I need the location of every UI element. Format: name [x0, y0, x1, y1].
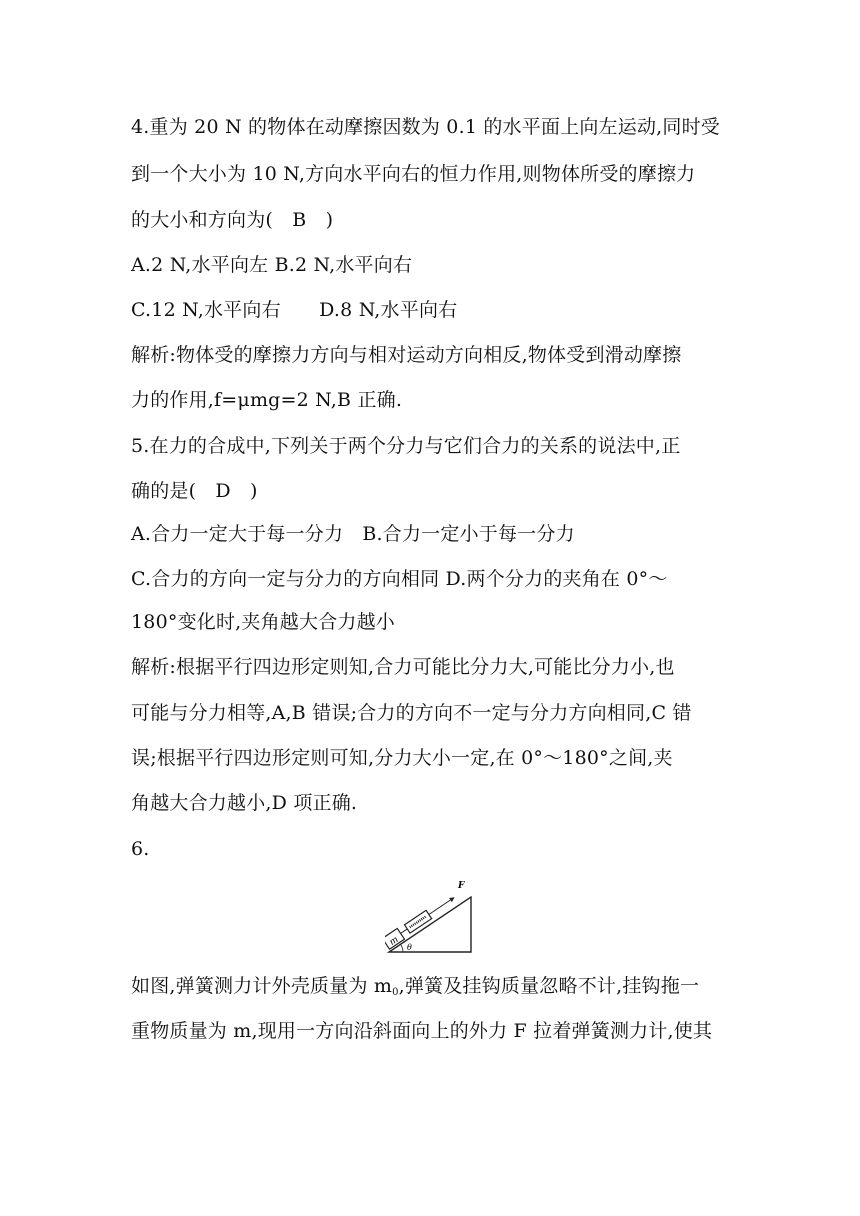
- analysis-line: 误;根据平行四边形定则可知,分力大小一定,在 0°～180°之间,夹: [131, 747, 673, 769]
- mass-label: m: [387, 934, 401, 948]
- description-text: 如图,弹簧测力计外壳质量为 m: [131, 975, 393, 997]
- subscript: 0: [392, 987, 399, 998]
- option-line: C.合力的方向一定与分力的方向相同 D.两个分力的夹角在 0°～: [131, 568, 668, 590]
- analysis-line: 解析:物体受的摩擦力方向与相对运动方向相反,物体受到滑动摩擦: [131, 344, 682, 366]
- description-line: [131, 974, 699, 1005]
- question-number: 6.: [131, 838, 150, 860]
- text-line: 到一个大小为 10 N,方向水平向右的恒力作用,则物体所受的摩擦力: [131, 163, 696, 185]
- force-label: F: [458, 881, 465, 891]
- text-line: 的大小和方向为( B ): [131, 209, 334, 231]
- analysis-line: 力的作用,f=μmg=2 N,B 正确.: [131, 389, 403, 411]
- hook-line: [401, 929, 408, 933]
- text-line: 5.在力的合成中,下列关于两个分力与它们合力的关系的说法中,正: [131, 435, 681, 457]
- angle-label: θ: [407, 943, 412, 952]
- description-line: 重物质量为 m,现用一方向沿斜面向上的外力 F 拉着弹簧测力计,使其: [131, 1020, 713, 1042]
- option-line: A.2 N,水平向左 B.2 N,水平向右: [131, 254, 413, 276]
- force-arrowhead: [449, 895, 456, 902]
- option-line: 180°变化时,夹角越大合力越小: [131, 611, 396, 633]
- analysis-line: 角越大合力越小,D 项正确.: [131, 792, 358, 814]
- analysis-line: 解析:根据平行四边形定则知,合力可能比分力大,可能比分力小,也: [131, 656, 675, 678]
- option-line: A.合力一定大于每一分力 B.合力一定小于每一分力: [131, 523, 575, 545]
- angle-arc: [401, 945, 403, 952]
- analysis-line: 可能与分力相等,A,B 错误;合力的方向不一定与分力方向相同,C 错: [131, 702, 692, 724]
- option-line: C.12 N,水平向右 D.8 N,水平向右: [131, 299, 458, 321]
- description-text: ,弹簧及挂钩质量忽略不计,挂钩拖一: [398, 975, 700, 997]
- incline-figure: [385, 877, 485, 957]
- text-line: 确的是( D ): [131, 480, 258, 502]
- incline-triangle: [389, 897, 471, 952]
- text-line: 4.重为 20 N 的物体在动摩擦因数为 0.1 的水平面上向左运动,同时受: [131, 116, 720, 138]
